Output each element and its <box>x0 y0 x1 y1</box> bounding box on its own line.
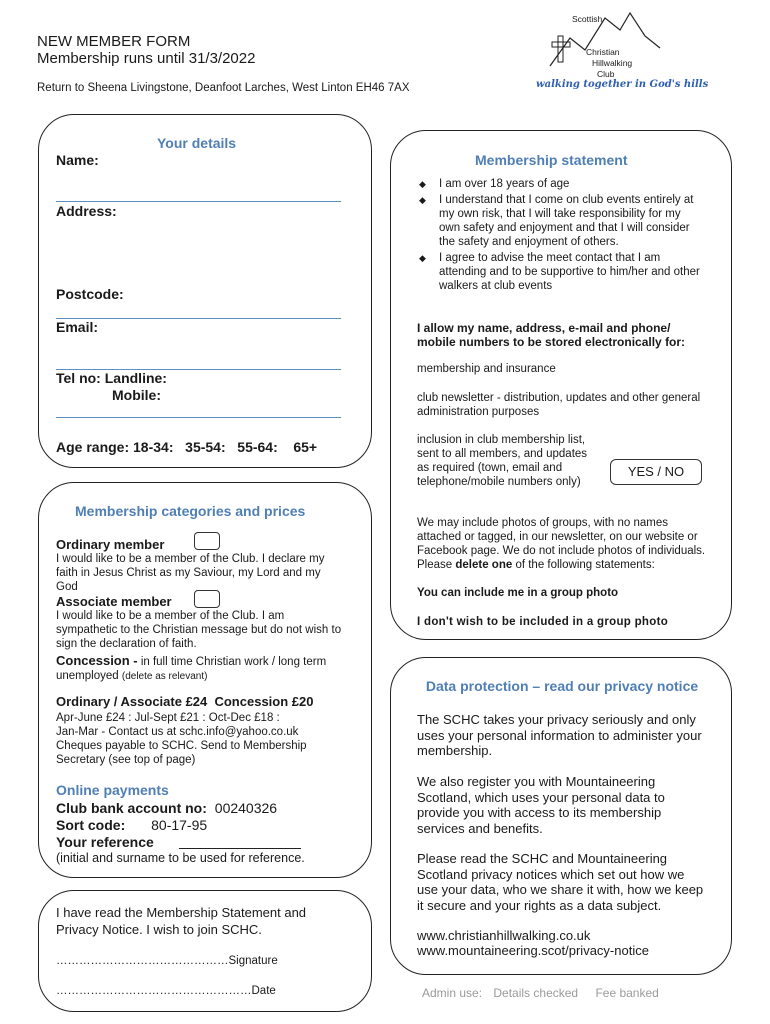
postcode-label: Postcode: <box>56 286 124 302</box>
postcode-field[interactable] <box>56 318 341 319</box>
declaration-text: I have read the Membership Statement and Privacy Notice. I wish to join SCHC. <box>56 905 307 937</box>
age-range: Age range: 18-34: 35-54: 55-64: 65+ <box>56 439 318 455</box>
data-protection-section <box>390 657 732 975</box>
online-payments-heading: Online payments <box>56 782 169 798</box>
email-label: Email: <box>56 319 99 335</box>
logo-line-1: Scottish <box>572 14 603 24</box>
price-schedule-2: Jan-Mar - Contact us at schc.info@yahoo.co.uk <box>56 726 299 738</box>
categories-heading: Membership categories and prices <box>75 503 306 519</box>
reference-note: (initial and surname to be used for reference. <box>56 851 305 865</box>
logo-line-4: Club <box>597 69 615 79</box>
signature-field[interactable]: ………………………………………Signature <box>56 955 278 967</box>
ordinary-description: I would like to be a member of the Club. I declare my faith in Jesus Christ as my Saviour, my Lord and my God <box>56 553 325 593</box>
name-label: Name: <box>56 152 99 168</box>
data-consent-statement: I allow my name, address, e-mail and phone/ mobile numbers to be stored electronically for: <box>417 321 686 349</box>
prices: Ordinary / Associate £24 Concession £20 <box>56 694 314 709</box>
statement-heading: Membership statement <box>475 152 628 168</box>
cheques-info: Cheques payable to SCHC. Send to Membership Secretary (see top of page) <box>56 740 307 766</box>
sort-value: 80-17-95 <box>151 817 208 833</box>
club-logo <box>530 8 710 98</box>
reference-field[interactable] <box>179 848 301 849</box>
logo-line-2: Christian <box>586 47 620 57</box>
privacy-para-1: The SCHC takes your privacy seriously and only uses your personal information to administer your membership. <box>417 712 702 758</box>
privacy-para-2: We also register you with Mountaineering Scotland, which uses your personal data to provide you with access to its membership services and benefits. <box>417 774 665 836</box>
name-field[interactable] <box>56 201 341 202</box>
price-schedule-1: Apr-June £24 : Jul-Sept £21 : Oct-Dec £18 : <box>56 712 280 724</box>
concession-note: (delete as relevant) <box>121 671 208 682</box>
address-label: Address: <box>56 203 117 219</box>
admin-details-checked: Details checked <box>493 986 579 1000</box>
diamond-bullet-icon: ◆ <box>419 253 426 263</box>
photo-consent-yes[interactable]: You can include me in a group photo <box>417 587 619 599</box>
form-title: NEW MEMBER FORM <box>37 33 191 50</box>
return-address: Return to Sheena Livingstone, Deanfoot Larches, West Linton EH46 7AX <box>37 82 410 94</box>
declaration-section <box>38 890 372 1012</box>
logo-line-3: Hillwalking <box>592 58 633 68</box>
ordinary-checkbox[interactable] <box>194 532 220 550</box>
your-details-heading: Your details <box>157 135 237 151</box>
use-membership-insurance: membership and insurance <box>417 363 556 375</box>
statement-bullets <box>415 177 700 295</box>
diamond-bullet-icon: ◆ <box>419 195 426 205</box>
associate-description: I would like to be a member of the Club. I am sympathetic to the Christian message but do not wish to sign the declaration of faith. <box>56 610 342 650</box>
membership-statement-section <box>390 130 732 640</box>
concession-label: Concession - <box>56 653 138 668</box>
bank-label: Club bank account no: <box>56 800 207 816</box>
admin-label: Admin use: <box>422 986 483 1000</box>
membership-period: Membership runs until 31/3/2022 <box>37 50 256 67</box>
bank-value: 00240326 <box>214 800 278 816</box>
your-details-section <box>38 114 372 468</box>
reference-label: Your reference <box>56 834 154 850</box>
schc-website-link[interactable]: www.christianhillwalking.co.uk <box>417 928 591 943</box>
sort-label: Sort code: <box>56 817 126 833</box>
concession-text: in full time Christian work / long term unemployed <box>56 656 327 682</box>
date-field[interactable]: ……………………………………………Date <box>56 985 276 997</box>
membership-categories-section <box>38 482 372 878</box>
mobile-label: Mobile: <box>112 387 161 403</box>
mountaineering-privacy-link[interactable]: www.mountaineering.scot/privacy-notice <box>417 943 649 958</box>
statement-bullet-1: ◆ I am over 18 years of age <box>419 178 570 190</box>
mobile-field[interactable] <box>56 417 341 418</box>
bank-account <box>56 800 277 816</box>
use-newsletter: club newsletter - distribution, updates and other general administration purposes <box>417 392 701 418</box>
statement-bullet-2: ◆ I understand that I come on club events entirely at my own risk, that I will take responsibility for my own safety and enjoyment and that I will consider the safety and enjoyment of others. <box>419 194 694 248</box>
admin-use <box>422 986 659 1000</box>
photos-statement: We may include photos of groups, with no names attached or tagged, in our newsletter, on our website or Facebook page. We do not include photos of individuals. Please delete one of the following statements: <box>417 517 706 571</box>
use-membership-list: inclusion in club membership list, sent to all members, and updates as required (town, email and telephone/mobile numbers only) <box>417 434 588 488</box>
associate-checkbox[interactable] <box>194 590 220 608</box>
ordinary-label: Ordinary member <box>56 537 165 552</box>
statement-bullet-3: ◆ I agree to advise the meet contact that I am attending and to be supportive to him/her and other walkers at club events <box>419 252 700 292</box>
yes-no-option[interactable]: YES / NO <box>610 459 702 485</box>
landline-label: Tel no: Landline: <box>56 370 167 386</box>
sort-code <box>56 817 207 833</box>
concession-description <box>56 654 346 684</box>
admin-fee-banked: Fee banked <box>595 986 659 1000</box>
diamond-bullet-icon: ◆ <box>419 179 426 189</box>
associate-label: Associate member <box>56 594 172 609</box>
logo-tagline: walking together in God's hills <box>536 79 709 90</box>
privacy-heading: Data protection – read our privacy notice <box>425 678 699 694</box>
photo-consent-no[interactable]: I don't wish to be included in a group photo <box>417 616 669 628</box>
privacy-para-3: Please read the SCHC and Mountaineering Scotland privacy notices which set out how we use your data, who we share it with, how we keep it secure and your rights as a data subject. <box>417 851 704 913</box>
